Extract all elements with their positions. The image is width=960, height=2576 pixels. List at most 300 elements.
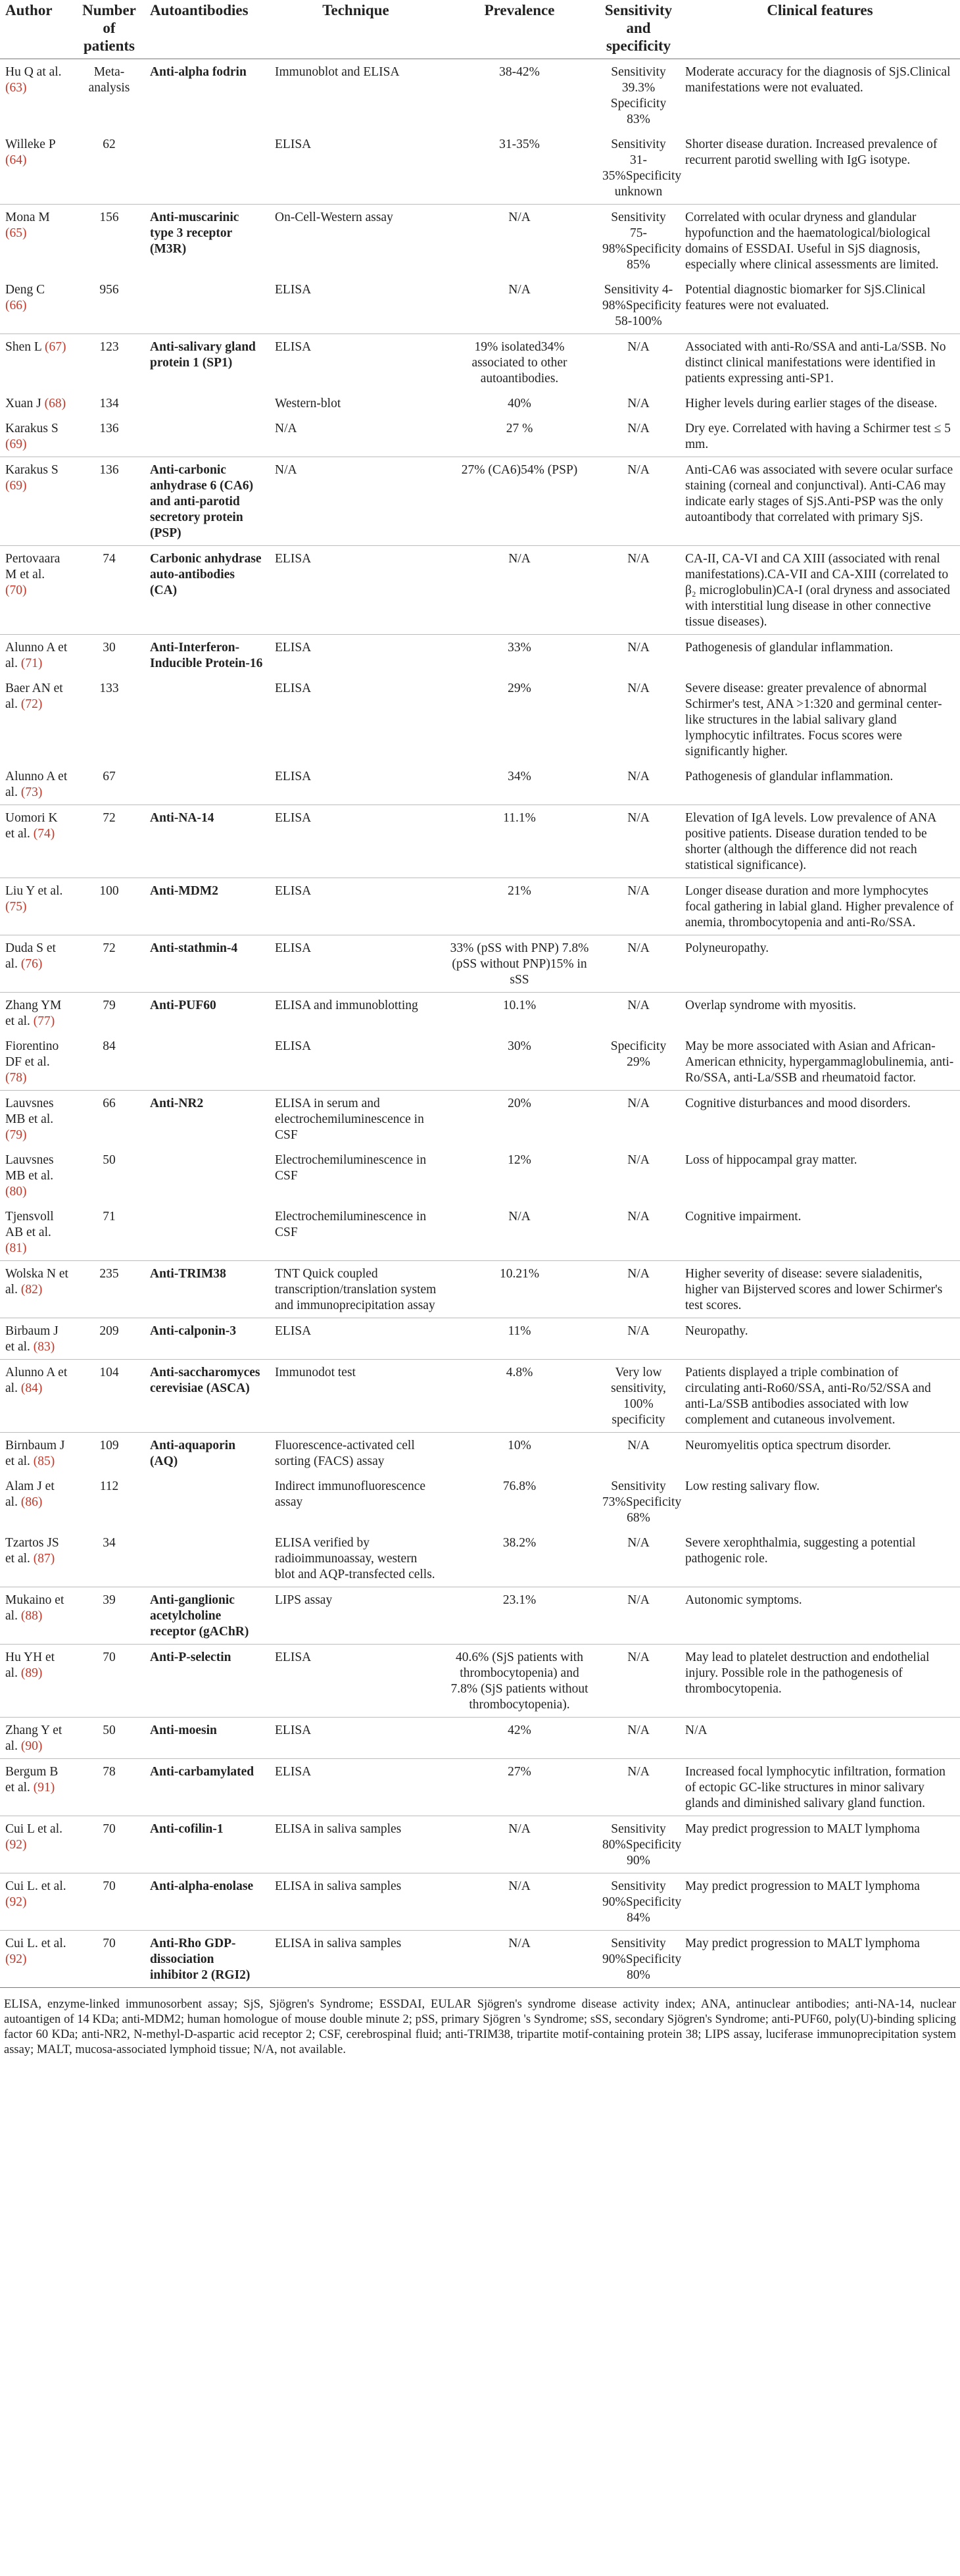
cell-prevalence: 42% [442, 1718, 597, 1759]
reference-link[interactable]: (92) [5, 1838, 27, 1852]
cell-technique: ELISA verified by radioimmunoassay, western blot and AQP-transfected cells. [275, 1536, 435, 1581]
author-name: Liu Y et al. [5, 884, 63, 898]
cell-sensitivity-specificity: N/A [627, 1536, 650, 1550]
cell-number-of-patients: 134 [99, 397, 119, 410]
cell-clinical-features: N/A [680, 1718, 960, 1759]
cell-author [0, 1204, 74, 1261]
cell-number-of-patients: 71 [103, 1210, 116, 1224]
cell-prevalence: N/A [442, 1816, 597, 1873]
author-name: Lauvsnes MB et al. [5, 1153, 54, 1183]
cell-technique: ELISA and immunoblotting [270, 993, 442, 1034]
reference-link[interactable]: (72) [20, 697, 43, 711]
cell-author [0, 277, 74, 334]
author-name: Xuan J [5, 397, 41, 410]
cell-autoantibody: Anti-cofilin-1 [145, 1816, 270, 1873]
cell-clinical-features: Polyneuropathy. [680, 935, 960, 993]
cell-autoantibody: Anti-calponin-3 [145, 1318, 270, 1360]
reference-link[interactable]: (63) [5, 81, 27, 95]
cell-prevalence: 38-42% [499, 65, 540, 79]
author-name: Mona M [5, 211, 50, 224]
author-name: Zhang YM et al. [5, 999, 62, 1028]
cell-sensitivity-specificity: N/A [627, 422, 650, 435]
cell-technique: N/A [275, 422, 297, 435]
cell-number-of-patients: 109 [74, 1433, 145, 1474]
cell-prevalence: 4.8% [442, 1360, 597, 1433]
cell-prevalence: 34% [508, 770, 531, 783]
cell-author [0, 1645, 74, 1718]
cell-sensitivity-specificity: N/A [597, 1587, 680, 1645]
cell-prevalence: 19% isolated34% associated to other autoantibodies. [442, 334, 597, 391]
cell-number-of-patients: 136 [74, 457, 145, 546]
cell-sensitivity-specificity: Sensitivity 80%Specificity 90% [597, 1816, 680, 1873]
cell-author [0, 1261, 74, 1318]
cell-clinical-features: May lead to platelet destruction and endothelial injury. Possible role in the pathogenesis of thrombocytopenia. [680, 1645, 960, 1718]
table-header [0, 0, 960, 59]
cell-prevalence: 40.6% (SjS patients with thrombocytopenia) and 7.8% (SjS patients without thrombocytopenia). [442, 1645, 597, 1718]
reference-link[interactable]: (92) [5, 1895, 27, 1909]
cell-prevalence: N/A [442, 1931, 597, 1988]
cell-author [0, 416, 74, 457]
table-row [0, 1474, 960, 1530]
cell-number-of-patients: 67 [103, 770, 116, 783]
cell-clinical-features: Shorter disease duration. Increased prevalence of recurrent parotid swelling with IgG isotype. [685, 137, 938, 167]
cell-clinical-features: Increased focal lymphocytic infiltration, formation of ectopic GC-like structures in minor salivary glands and diminished salivary gland function. [680, 1759, 960, 1816]
cell-number-of-patients: 72 [74, 805, 145, 878]
cell-autoantibody: Anti-carbamylated [145, 1759, 270, 1816]
cell-clinical-features: Potential diagnostic biomarker for SjS.Clinical features were not evaluated. [685, 283, 926, 312]
cell-technique: Electrochemiluminescence in CSF [275, 1210, 427, 1239]
cell-prevalence: 31-35% [499, 137, 540, 151]
cell-author [0, 993, 74, 1034]
cell-autoantibody: Anti-saccharomyces cerevisiae (ASCA) [145, 1360, 270, 1433]
cell-number-of-patients: 62 [103, 137, 116, 151]
cell-autoantibody: Anti-ganglionic acetylcholine receptor (gAChR) [145, 1587, 270, 1645]
reference-link[interactable]: (90) [20, 1739, 43, 1753]
cell-sensitivity-specificity: Sensitivity 4-98%Specificity 58-100% [602, 283, 682, 328]
author-name: Birnbaum J et al. [5, 1439, 65, 1468]
cell-author [0, 1433, 74, 1474]
cell-prevalence: 33% (pSS with PNP) 7.8% (pSS without PNP)15% in sSS [442, 935, 597, 993]
cell-autoantibody: Anti-alpha-enolase [145, 1873, 270, 1931]
table-row [0, 334, 960, 391]
cell-number-of-patients: 156 [74, 205, 145, 278]
cell-sensitivity-specificity: N/A [597, 546, 680, 635]
cell-author [0, 935, 74, 993]
cell-author [0, 1873, 74, 1931]
reference-link[interactable]: (68) [44, 397, 66, 410]
cell-sensitivity-specificity: N/A [627, 397, 650, 410]
cell-number-of-patients: 70 [74, 1816, 145, 1873]
cell-prevalence: 27 % [506, 422, 533, 435]
reference-link[interactable]: (70) [5, 583, 27, 597]
cell-sensitivity-specificity: N/A [627, 1210, 650, 1224]
table-row [0, 1360, 960, 1433]
cell-clinical-features: Elevation of IgA levels. Low prevalence of ANA positive patients. Disease duration tended to be shorter (although the difference did not reach statistical significance). [680, 805, 960, 878]
cell-clinical-features: Overlap syndrome with myositis. [680, 993, 960, 1034]
reference-link[interactable]: (71) [20, 656, 43, 670]
table-row [0, 1587, 960, 1645]
cell-clinical-features: May predict progression to MALT lymphoma [680, 1873, 960, 1931]
cell-sensitivity-specificity: N/A [597, 1433, 680, 1474]
cell-technique: ELISA in serum and electrochemiluminescence in CSF [270, 1091, 442, 1148]
table-row [0, 59, 960, 132]
cell-autoantibody [145, 1474, 270, 1530]
cell-number-of-patients: 39 [74, 1587, 145, 1645]
cell-technique: ELISA in saliva samples [270, 1931, 442, 1988]
reference-link[interactable]: (87) [33, 1552, 55, 1566]
header-autoantibodies: Autoantibodies [145, 0, 270, 59]
cell-clinical-features: CA-II, CA-VI and CA XIII (associated with renal manifestations).CA-VII and CA-XIII (correlated to β₂ microglobulin)CA-I (oral dryness and associated with interstitial lung disease in other connective tissue diseases). [680, 546, 960, 635]
table-row [0, 764, 960, 805]
cell-sensitivity-specificity: N/A [597, 1261, 680, 1318]
cell-prevalence: 21% [442, 878, 597, 935]
cell-author [0, 1816, 74, 1873]
cell-autoantibody [145, 764, 270, 805]
cell-clinical-features: Correlated with ocular dryness and glandular hypofunction and the haematological/biological domains of ESSDAI. Useful in SjS diagnosis, especially where clinical assessments are limited. [680, 205, 960, 278]
reference-link[interactable]: (88) [20, 1609, 43, 1623]
cell-number-of-patients: 70 [74, 1931, 145, 1988]
table-row [0, 635, 960, 676]
reference-link[interactable]: (73) [20, 785, 43, 799]
cell-prevalence: 23.1% [442, 1587, 597, 1645]
table-row [0, 993, 960, 1034]
header-technique: Technique [270, 0, 442, 59]
cell-technique: Immunodot test [270, 1360, 442, 1433]
cell-clinical-features: Autonomic symptoms. [680, 1587, 960, 1645]
cell-autoantibody [145, 676, 270, 764]
table-row [0, 878, 960, 935]
cell-clinical-features: Low resting salivary flow. [685, 1479, 820, 1493]
cell-sensitivity-specificity: N/A [597, 878, 680, 935]
cell-number-of-patients: 136 [99, 422, 119, 435]
cell-prevalence: 11.1% [442, 805, 597, 878]
reference-link[interactable]: (86) [20, 1495, 43, 1509]
cell-number-of-patients: 133 [99, 681, 119, 695]
author-name: Baer AN et al. [5, 681, 63, 711]
cell-prevalence: N/A [442, 546, 597, 635]
cell-autoantibody: Anti-salivary gland protein 1 (SP1) [145, 334, 270, 391]
author-name: Alunno A et al. [5, 770, 68, 799]
cell-sensitivity-specificity: N/A [597, 805, 680, 878]
cell-technique: On-Cell-Western assay [270, 205, 442, 278]
cell-sensitivity-specificity: Sensitivity 39.3% Specificity 83% [610, 65, 667, 126]
cell-technique: ELISA [275, 137, 312, 151]
author-name: Karakus S [5, 422, 59, 435]
cell-author [0, 1587, 74, 1645]
cell-number-of-patients: 74 [74, 546, 145, 635]
cell-technique: ELISA [270, 878, 442, 935]
author-name: Hu Q at al. [5, 65, 62, 79]
cell-autoantibody [145, 416, 270, 457]
cell-clinical-features: Pathogenesis of glandular inflammation. [680, 635, 960, 676]
cell-sensitivity-specificity: Sensitivity 75-98%Specificity 85% [597, 205, 680, 278]
cell-prevalence: 33% [442, 635, 597, 676]
cell-prevalence: 29% [508, 681, 531, 695]
reference-link[interactable]: (81) [5, 1241, 27, 1255]
table-row [0, 1147, 960, 1204]
cell-clinical-features: May predict progression to MALT lymphoma [680, 1816, 960, 1873]
cell-prevalence: 40% [508, 397, 531, 410]
cell-author [0, 676, 74, 764]
table-row [0, 676, 960, 764]
cell-number-of-patients: 79 [74, 993, 145, 1034]
author-name: Alunno A et al. [5, 1366, 68, 1395]
reference-link[interactable]: (77) [33, 1014, 55, 1028]
reference-link[interactable]: (79) [5, 1128, 27, 1142]
cell-technique: ELISA [275, 1039, 312, 1053]
cell-sensitivity-specificity: Sensitivity 90%Specificity 84% [597, 1873, 680, 1931]
cell-clinical-features: Neuropathy. [680, 1318, 960, 1360]
cell-autoantibody: Anti-NA-14 [145, 805, 270, 878]
cell-author [0, 457, 74, 546]
header-clinical-features: Clinical features [680, 0, 960, 59]
reference-link[interactable]: (78) [5, 1071, 27, 1085]
cell-author [0, 391, 74, 416]
table-row [0, 1261, 960, 1318]
cell-author [0, 878, 74, 935]
table-row [0, 1433, 960, 1474]
cell-clinical-features: Dry eye. Correlated with having a Schirmer test ≤ 5 mm. [685, 422, 951, 451]
cell-technique: ELISA [270, 935, 442, 993]
table-row [0, 1318, 960, 1360]
cell-author [0, 1318, 74, 1360]
cell-author [0, 1360, 74, 1433]
cell-clinical-features: Cognitive disturbances and mood disorders. [680, 1091, 960, 1148]
cell-number-of-patients: 34 [103, 1536, 116, 1550]
cell-prevalence: 12% [508, 1153, 531, 1167]
table-row [0, 805, 960, 878]
cell-technique: Immunoblot and ELISA [275, 65, 400, 79]
reference-link[interactable]: (76) [20, 957, 43, 971]
cell-prevalence: 76.8% [502, 1479, 537, 1493]
cell-clinical-features: May be more associated with Asian and African-American ethnicity, hypergammaglobulinemia, anti-Ro/SSA, anti-La/SSB and rheumatoid factor. [685, 1039, 954, 1085]
cell-sensitivity-specificity: N/A [597, 1091, 680, 1148]
cell-number-of-patients: 66 [74, 1091, 145, 1148]
author-name: Duda S et al. [5, 941, 56, 971]
cell-prevalence: 30% [508, 1039, 531, 1053]
table-row [0, 391, 960, 416]
cell-clinical-features: Loss of hippocampal gray matter. [685, 1153, 857, 1167]
reference-link[interactable]: (82) [20, 1283, 43, 1297]
table-row [0, 1645, 960, 1718]
cell-sensitivity-specificity: Very low sensitivity, 100% specificity [597, 1360, 680, 1433]
cell-technique: TNT Quick coupled transcription/translation system and immunoprecipitation assay [270, 1261, 442, 1318]
cell-autoantibody: Anti-stathmin-4 [145, 935, 270, 993]
cell-number-of-patients: 209 [74, 1318, 145, 1360]
author-name: Wolska N et al. [5, 1267, 68, 1297]
cell-autoantibody: Anti-TRIM38 [145, 1261, 270, 1318]
cell-sensitivity-specificity: Specificity 29% [610, 1039, 667, 1069]
cell-sensitivity-specificity: N/A [597, 457, 680, 546]
reference-link[interactable]: (83) [33, 1340, 55, 1354]
cell-prevalence: N/A [508, 283, 531, 297]
table-row [0, 1204, 960, 1261]
cell-prevalence: N/A [508, 1210, 531, 1224]
cell-autoantibody [145, 277, 270, 334]
cell-autoantibody: Anti-P-selectin [145, 1645, 270, 1718]
author-name: Zhang Y et al. [5, 1723, 62, 1753]
cell-technique: Indirect immunofluorescence assay [275, 1479, 426, 1509]
cell-clinical-features: Cognitive impairment. [685, 1210, 802, 1224]
cell-author [0, 764, 74, 805]
cell-autoantibody [145, 1530, 270, 1587]
cell-clinical-features: Patients displayed a triple combination of circulating anti-Ro60/SSA, anti-Ro/52/SSA and anti-La/SSB antibodies associated with low complement and cutaneous involvement. [680, 1360, 960, 1433]
header-number-of-patients: Number of patients [74, 0, 145, 59]
cell-author [0, 1718, 74, 1759]
cell-prevalence: 10.21% [442, 1261, 597, 1318]
reference-link[interactable]: (92) [5, 1952, 27, 1966]
author-name: Hu YH et al. [5, 1650, 55, 1680]
cell-clinical-features: Neuromyelitis optica spectrum disorder. [680, 1433, 960, 1474]
cell-autoantibody: Anti-aquaporin (AQ) [145, 1433, 270, 1474]
cell-sensitivity-specificity: N/A [627, 1153, 650, 1167]
cell-sensitivity-specificity: N/A [597, 334, 680, 391]
author-name: Deng C [5, 283, 45, 297]
cell-technique: ELISA [275, 770, 312, 783]
author-name: Cui L. et al. [5, 1937, 66, 1950]
cell-number-of-patients: 112 [99, 1479, 119, 1493]
reference-link[interactable]: (66) [5, 299, 27, 312]
header-prevalence: Prevalence [442, 0, 597, 59]
cell-prevalence: 20% [442, 1091, 597, 1148]
cell-autoantibody: Anti-Rho GDP-dissociation inhibitor 2 (RGI2) [145, 1931, 270, 1988]
author-name: Lauvsnes MB et al. [5, 1097, 54, 1126]
author-name: Birbaum J et al. [5, 1324, 59, 1354]
author-name: Alunno A et al. [5, 641, 68, 670]
reference-link[interactable]: (74) [33, 827, 55, 841]
cell-autoantibody: Anti-muscarinic type 3 receptor (M3R) [145, 205, 270, 278]
cell-author [0, 334, 74, 391]
cell-number-of-patients: 50 [74, 1718, 145, 1759]
cell-author [0, 1474, 74, 1530]
reference-link[interactable]: (69) [5, 437, 27, 451]
cell-autoantibody: Anti-MDM2 [145, 878, 270, 935]
cell-sensitivity-specificity: N/A [597, 935, 680, 993]
cell-autoantibody: Anti-PUF60 [145, 993, 270, 1034]
cell-autoantibody: Anti-Interferon-Inducible Protein-16 [145, 635, 270, 676]
cell-number-of-patients: 70 [74, 1873, 145, 1931]
cell-technique: ELISA [270, 1645, 442, 1718]
header-author: Author [0, 0, 74, 59]
cell-autoantibody [145, 1033, 270, 1091]
cell-prevalence: 10.1% [442, 993, 597, 1034]
cell-number-of-patients: 235 [74, 1261, 145, 1318]
reference-link[interactable]: (91) [33, 1781, 55, 1795]
cell-author [0, 1530, 74, 1587]
reference-link[interactable]: (84) [20, 1381, 43, 1395]
author-name: Shen L [5, 340, 42, 354]
table-row [0, 546, 960, 635]
reference-link[interactable]: (67) [44, 340, 66, 354]
cell-prevalence: 27% (CA6)54% (PSP) [442, 457, 597, 546]
cell-technique: ELISA [275, 681, 312, 695]
reference-link[interactable]: (75) [5, 900, 27, 914]
cell-technique: Electrochemiluminescence in CSF [275, 1153, 427, 1183]
table-row [0, 1873, 960, 1931]
table-row [0, 457, 960, 546]
cell-author [0, 59, 74, 132]
header-sensitivity-specificity: Sensitivity and specificity [597, 0, 680, 59]
cell-author [0, 1759, 74, 1816]
cell-technique: ELISA [270, 1718, 442, 1759]
cell-prevalence: 11% [442, 1318, 597, 1360]
reference-link[interactable]: (80) [5, 1185, 27, 1199]
cell-clinical-features: Severe xerophthalmia, suggesting a potential pathogenic role. [685, 1536, 916, 1566]
cell-autoantibody: Anti-alpha fodrin [150, 65, 247, 79]
cell-technique: ELISA [270, 334, 442, 391]
cell-clinical-features: Pathogenesis of glandular inflammation. [685, 770, 894, 783]
cell-technique: ELISA [270, 546, 442, 635]
author-name: Fiorentino DF et al. [5, 1039, 59, 1069]
cell-clinical-features: Severe disease: greater prevalence of abnormal Schirmer's test, ANA >1:320 and germinal center-like structures in the labial salivary gland lymphocytic infiltrates. Focus scores were significantly higher. [685, 681, 942, 758]
author-name: Willeke P [5, 137, 55, 151]
cell-prevalence: 38.2% [502, 1536, 537, 1550]
author-name: Uomori K et al. [5, 811, 58, 841]
cell-sensitivity-specificity: N/A [597, 635, 680, 676]
cell-prevalence: N/A [442, 1873, 597, 1931]
cell-technique: Fluorescence-activated cell sorting (FACS) assay [270, 1433, 442, 1474]
author-name: Alam J et al. [5, 1479, 55, 1509]
table-row [0, 1931, 960, 1988]
table-row [0, 1091, 960, 1148]
cell-autoantibody: Anti-carbonic anhydrase 6 (CA6) and anti-parotid secretory protein (PSP) [145, 457, 270, 546]
cell-number-of-patients: 956 [99, 283, 119, 297]
cell-technique: Western-blot [275, 397, 341, 410]
cell-technique: ELISA [270, 635, 442, 676]
reference-link[interactable]: (89) [20, 1666, 43, 1680]
cell-number-of-patients: 78 [74, 1759, 145, 1816]
reference-link[interactable]: (64) [5, 153, 27, 167]
table-footnote: ELISA, enzyme-linked immunosorbent assay; SjS, Sjögren's Syndrome; ESSDAI, EULAR Sjögren's syndrome disease activity index; ANA, antinuclear antibodies; anti-NA-14, nuclear autoantigen of 14 KDa; anti-MDM2; human homologue of mouse double minute 2; pSS, primary Sjögren 's Syndrome; sSS, secondary Sjögren's Syndrome; anti-PUF60, poly(U)-binding splicing factor 60 KDa; anti-NR2, N-methyl-D-aspartic acid receptor 2; CSF, cerebrospinal fluid; anti-TRIM38, tripartite motif-containing protein 38; LIPS assay, luciferase immunoprecipitation system assay; MALT, mucosa-associated lymphoid tissue; N/A, not available. [0, 1988, 960, 2058]
cell-sensitivity-specificity: N/A [597, 1645, 680, 1718]
cell-technique: LIPS assay [270, 1587, 442, 1645]
author-name: Cui L. et al. [5, 1879, 66, 1893]
cell-clinical-features: Moderate accuracy for the diagnosis of SjS.Clinical manifestations were not evaluated. [685, 65, 951, 95]
cell-technique: ELISA [275, 283, 312, 297]
cell-number-of-patients: 84 [103, 1039, 116, 1053]
table-row [0, 132, 960, 205]
cell-clinical-features: Higher severity of disease: severe sialadenitis, higher van Bijsterved scores and lower Schirmer's test scores. [680, 1261, 960, 1318]
cell-autoantibody: Carbonic anhydrase auto-antibodies (CA) [145, 546, 270, 635]
reference-link[interactable]: (69) [5, 479, 27, 493]
reference-link[interactable]: (65) [5, 226, 27, 240]
cell-clinical-features: Higher levels during earlier stages of the disease. [685, 397, 938, 410]
reference-link[interactable]: (85) [33, 1454, 55, 1468]
cell-author [0, 1147, 74, 1204]
author-name: Cui L et al. [5, 1822, 63, 1836]
cell-number-of-patients: 70 [74, 1645, 145, 1718]
cell-number-of-patients: 30 [74, 635, 145, 676]
author-name: Mukaino et al. [5, 1593, 64, 1623]
cell-prevalence: N/A [442, 205, 597, 278]
cell-author [0, 805, 74, 878]
cell-autoantibody [145, 1147, 270, 1204]
author-name: Tjensvoll AB et al. [5, 1210, 54, 1239]
cell-clinical-features: Anti-CA6 was associated with severe ocular surface staining (corneal and conjunctival). Anti-CA6 may indicate early stages of SjS.Anti-PSP was the only autoantibody that correlated with primary SjS. [680, 457, 960, 546]
cell-author [0, 132, 74, 205]
cell-clinical-features: Longer disease duration and more lymphocytes focal gathering in labial gland. Higher prevalence of anemia, thrombocytopenia and anti-Ro/SSA. [680, 878, 960, 935]
cell-sensitivity-specificity: N/A [597, 993, 680, 1034]
cell-sensitivity-specificity: Sensitivity 90%Specificity 80% [597, 1931, 680, 1988]
cell-sensitivity-specificity: N/A [627, 770, 650, 783]
cell-sensitivity-specificity: Sensitivity 31-35%Specificity unknown [602, 137, 682, 199]
cell-number-of-patients: 123 [74, 334, 145, 391]
cell-sensitivity-specificity: Sensitivity 73%Specificity 68% [602, 1479, 682, 1525]
cell-sensitivity-specificity: N/A [597, 1718, 680, 1759]
table-body [0, 59, 960, 1988]
cell-technique: ELISA [270, 805, 442, 878]
cell-technique: ELISA in saliva samples [270, 1873, 442, 1931]
